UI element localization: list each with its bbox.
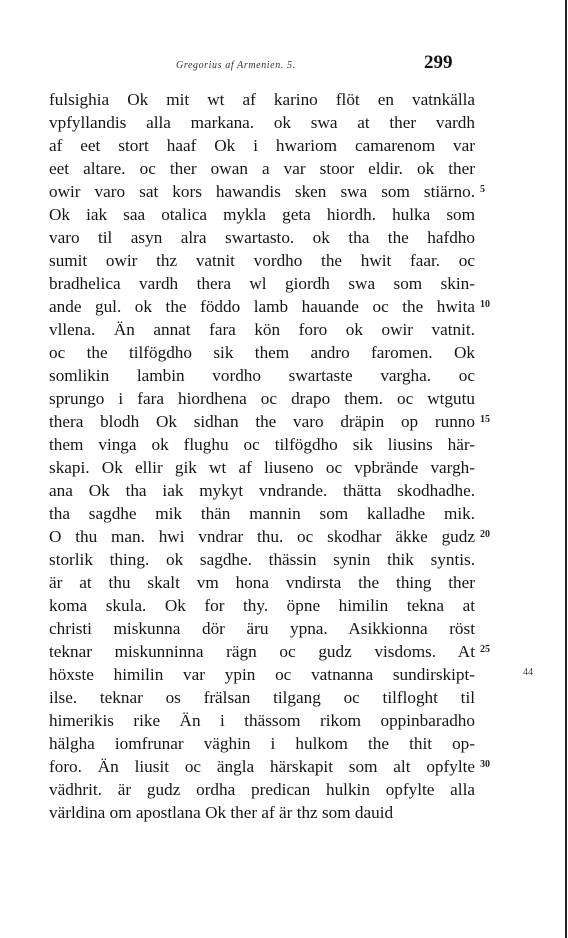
body-text xyxy=(49,88,475,824)
text-line: världina om apostlana Ok ther af är thz som dauid xyxy=(49,803,394,822)
text-line: vllena. Än annat fara kön foro ok owir vatnit. xyxy=(49,320,475,339)
line-number: 30 xyxy=(480,759,490,770)
text-line: bradhelica vardh thera wl giordh swa som skin- xyxy=(49,274,475,293)
text-line: fulsighia Ok mit wt af karino flöt en vatnkälla xyxy=(49,90,475,109)
text-line: ilse. teknar os frälsan tilgang oc tilfloght til xyxy=(49,688,475,707)
text-line: thera blodh Ok sidhan the varo dräpin op runno xyxy=(49,412,475,431)
text-line: skapi. Ok ellir gik wt af liuseno oc vpbrände vargh- xyxy=(49,458,475,477)
text-line: eet altare. oc ther owan a var stoor eldir. ok ther xyxy=(49,159,475,178)
text-line: storlik thing. ok sagdhe. thässin synin thik syntis. xyxy=(49,550,475,569)
text-line: vädhrit. är gudz ordha predican hulkin opfylte alla xyxy=(49,780,475,799)
text-line: himerikis rike Än i thässom rikom oppinbaradho xyxy=(49,711,475,730)
text-line: Ok iak saa otalica mykla geta hiordh. hulka som xyxy=(49,205,475,224)
text-line: varo til asyn alra swartasto. ok tha the hafdho xyxy=(49,228,475,247)
running-head: Gregorius af Armenien. 5. xyxy=(176,60,296,71)
page-number: 299 xyxy=(424,52,453,73)
text-line: foro. Än liusit oc ängla härskapit som alt opfylte xyxy=(49,757,475,776)
text-line: owir varo sat kors hawandis sken swa som stiärno. xyxy=(49,182,475,201)
text-line: them vinga ok flughu oc tilfögdho sik liusins här- xyxy=(49,435,475,454)
text-line: teknar miskunninna rägn oc gudz visdoms. At xyxy=(49,642,475,661)
text-line: höxste himilin var ypin oc vatnanna sundirskipt- xyxy=(49,665,475,684)
line-number: 10 xyxy=(480,299,490,310)
line-number: 25 xyxy=(480,644,490,655)
text-line: är at thu skalt vm hona vndirsta the thing ther xyxy=(49,573,475,592)
text-line: vpfyllandis alla markana. ok swa at ther vardh xyxy=(49,113,475,132)
text-line: oc the tilfögdho sik them andro faromen. Ok xyxy=(49,343,475,362)
text-line: koma skula. Ok for thy. öpne himilin tekna at xyxy=(49,596,475,615)
page-edge-border xyxy=(565,0,567,938)
text-line: af eet stort haaf Ok i hwariom camarenom var xyxy=(49,136,475,155)
line-number: 15 xyxy=(480,414,490,425)
text-line: ana Ok tha iak mykyt vndrande. thätta skodhadhe. xyxy=(49,481,475,500)
text-line: O thu man. hwi vndrar thu. oc skodhar äkke gudz xyxy=(49,527,475,546)
text-line: sumit owir thz vatnit vordho the hwit faar. oc xyxy=(49,251,475,270)
line-number: 5 xyxy=(480,184,485,195)
text-line: ande gul. ok the föddo lamb hauande oc the hwita xyxy=(49,297,475,316)
text-line: hälgha iomfrunar väghin i hulkom the thit op- xyxy=(49,734,475,753)
text-line: christi miskunna dör äru ypna. Asikkionna röst xyxy=(49,619,475,638)
text-line: somlikin lambin vordho swartaste vargha. oc xyxy=(49,366,475,385)
text-line: tha sagdhe mik thän mannin som kalladhe mik. xyxy=(49,504,475,523)
text-line: sprungo i fara hiordhena oc drapo them. oc wtgutu xyxy=(49,389,475,408)
marginal-note: 44 xyxy=(523,667,533,678)
line-number: 20 xyxy=(480,529,490,540)
